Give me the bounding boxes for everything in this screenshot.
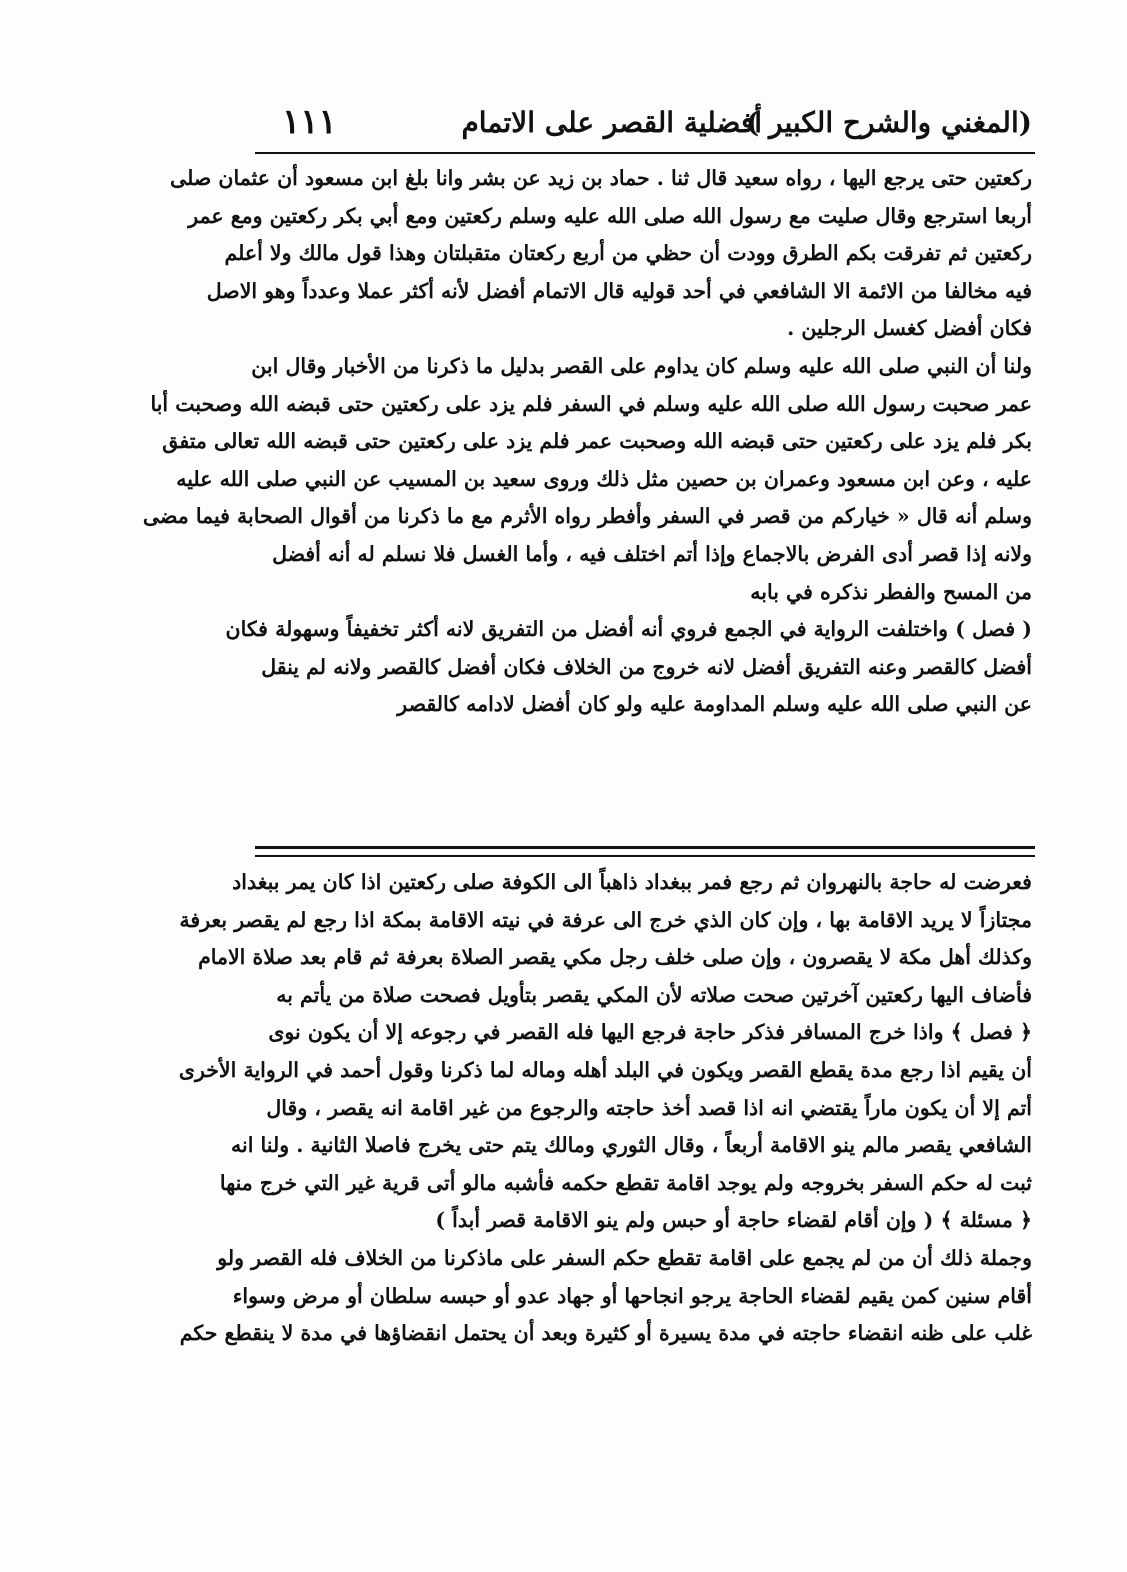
commentary-line: غلب على ظنه انقضاء حاجته في مدة يسيرة أو كثيرة وبعد أن يحتمل انقضاؤها في مدة لا ينقطع حكم	[179, 1321, 1032, 1346]
commentary-line: وجملة ذلك أن من لم يجمع على اقامة تقطع حكم السفر على ماذكرنا من الخلاف فله القصر ولو	[217, 1245, 1032, 1270]
commentary-line: وكذلك أهل مكة لا يقصرون ، وإن صلى خلف رجل مكي يقصر الصلاة بعرفة ثم قام بعد صلاة الامام	[198, 945, 1032, 970]
text-line: عمر صحبت رسول الله صلى الله عليه وسلم في السفر فلم يزد على ركعتين حتى قبضه الله وصحبت أبا	[150, 391, 1032, 416]
main-text	[142, 160, 1032, 724]
page-number: ١١١	[282, 102, 337, 142]
section-divider-thick	[255, 846, 1035, 849]
text-line: عليه ، وعن ابن مسعود وعمران بن حصين مثل ذلك وروى سعيد بن المسيب عن النبي صلى الله عليه	[176, 466, 1032, 491]
commentary-line: ثبت له حكم السفر بخروجه ولم يوجد اقامة تقطع حكمه فأشبه مالو أتى قرية غير التي خرج منها	[219, 1170, 1032, 1195]
text-line: فيه مخالفا من الائمة الا الشافعي في أحد قوليه قال الاتمام أفضل لأنه أكثر عملا وعدداً وهو الاصل	[206, 278, 1032, 303]
text-line: من المسح والفطر نذكره في بابه	[750, 579, 1032, 604]
text-line: أربعا استرجع وقال صليت مع رسول الله صلى الله عليه وسلم ركعتين ومع أبي بكر ركعتين ومع عمر	[188, 203, 1032, 228]
text-line: ( فصل ) واختلفت الرواية في الجمع فروي أنه أفضل من التفريق لانه أكثر تخفيفاً وسهولة فكان	[225, 617, 1032, 642]
section-divider-thin	[255, 855, 1035, 857]
text-line: أفضل كالقصر وعنه التفريق أفضل لانه خروج من الخلاف فكان أفضل كالقصر ولانه لم ينقل	[261, 654, 1032, 679]
text-line: ولانه إذا قصر أدى الفرض بالاجماع وإذا أتم اختلف فيه ، وأما الغسل فلا نسلم له أنه أفضل	[272, 541, 1032, 566]
book-title: (المغني والشرح الكبير )	[746, 106, 1032, 139]
commentary-line: الشافعي يقصر مالم ينو الاقامة أربعاً ، وقال الثوري ومالك يتم حتى يخرج فاصلا الثانية . ولنا انه	[231, 1133, 1032, 1158]
commentary-line: ﴿ مسئلة ﴾ ( وإن أقام لقضاء حاجة أو حبس ولم ينو الاقامة قصر أبداً )	[435, 1208, 1032, 1233]
header-rule	[255, 152, 1035, 154]
commentary-line: أتم إلا أن يكون ماراً يقتضي انه اذا قصد أخذ حاجته والرجوع من غير اقامة انه يقصر ، وقال	[266, 1095, 1032, 1120]
text-line: بكر فلم يزد على ركعتين حتى قبضه الله وصحبت عمر فلم يزد على ركعتين حتى قبضه الله تعالى متفق	[162, 429, 1032, 454]
page-header	[252, 100, 1032, 150]
commentary-text	[178, 864, 1032, 1353]
commentary-line: ﴿ فصل ﴾ واذا خرج المسافر فذكر حاجة فرجع اليها فله القصر في رجوعه إلا أن يكون نوى	[268, 1020, 1032, 1045]
commentary-line: أقام سنين كمن يقيم لقضاء الحاجة يرجو انجاحها أو جهاد عدو أو حبسه سلطان أو مرض وسواء	[232, 1283, 1032, 1308]
section-title: أفضلية القصر على الاتمام	[461, 106, 762, 139]
commentary-line: فأضاف اليها ركعتين آخرتين صحت صلاته لأن المكي يقصر بتأويل فصحت صلاة من يأتم به	[276, 982, 1032, 1007]
commentary-line: أن يقيم اذا رجع مدة يقطع القصر ويكون في البلد أهله وماله لما ذكرنا وقول أحمد في الرواية الأخرى	[178, 1057, 1032, 1082]
commentary-line: فعرضت له حاجة بالنهروان ثم رجع فمر ببغداد ذاهباً الى الكوفة صلى ركعتين اذا كان يمر ببغداد	[232, 870, 1032, 894]
text-line: عن النبي صلى الله عليه وسلم المداومة عليه ولو كان أفضل لادامه كالقصر	[397, 692, 1032, 717]
commentary-line: مجتازاً لا يريد الاقامة بها ، وإن كان الذي خرج الى عرفة في نيته الاقامة بمكة اذا رجع لم يقصر بعرفة	[179, 907, 1032, 932]
text-line: فكان أفضل كغسل الرجلين .	[787, 316, 1032, 341]
text-line: ولنا أن النبي صلى الله عليه وسلم كان يداوم على القصر بدليل ما ذكرنا من الأخبار وقال ابن	[251, 353, 1032, 378]
text-line: ركعتين ثم تفرقت بكم الطرق وودت أن حظي من أربع ركعتان متقبلتان وهذا قول مالك ولا أعلم	[224, 241, 1032, 266]
text-line: وسلم أنه قال « خياركم من قصر في السفر وأفطر رواه الأثرم مع ما ذكرنا من أقوال الصحابة فيما مضى	[142, 504, 1032, 529]
text-line: ركعتين حتى يرجع اليها ، رواه سعيد قال ثنا . حماد بن زيد عن بشر وانا بلغ ابن مسعود أن عثمان صلى	[169, 166, 1032, 190]
